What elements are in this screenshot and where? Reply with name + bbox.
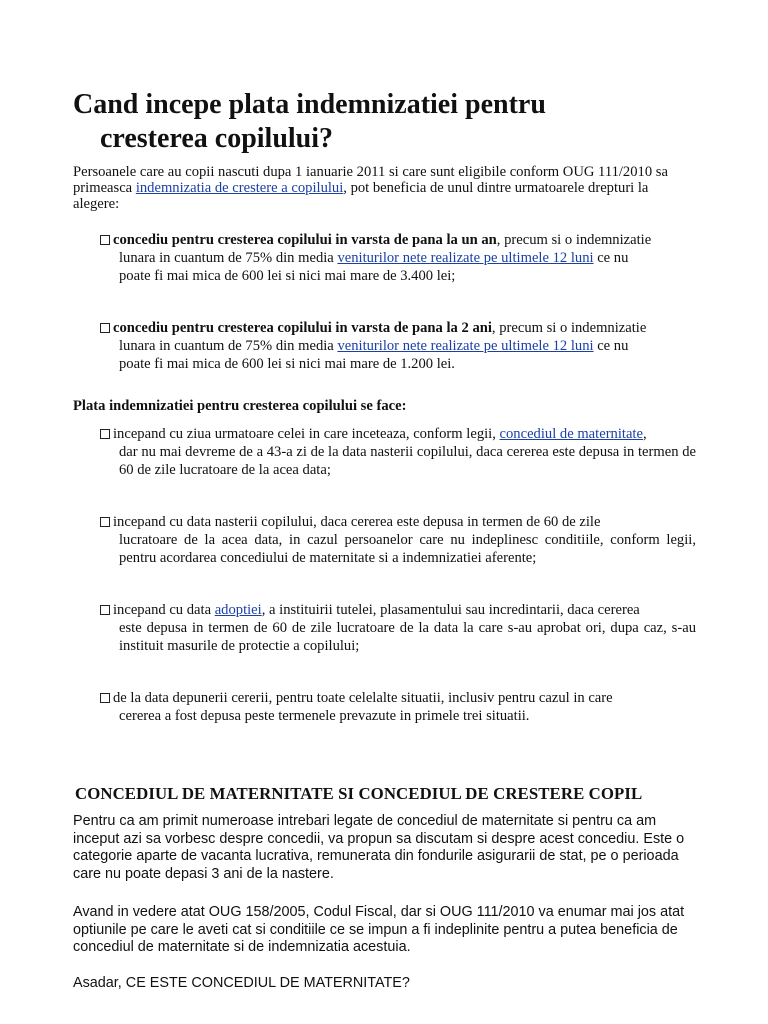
checkbox-bullet-icon (100, 429, 110, 439)
payment-text: , (642, 426, 647, 442)
payment-text: de la data depunerii cererii, pentru toate celelalte situatii, inclusiv pentru cazul in care (113, 690, 613, 706)
checkbox-bullet-icon (100, 517, 110, 527)
payment-text: dar nu mai devreme de a 43-a zi de la data nasterii copilului, daca cererea este depusa in termen de 60 de zile lucratoare de la acea data; (119, 444, 696, 478)
title-line-1: Cand incepe plata indemnizatiei pentru (73, 89, 546, 120)
option-text: lunara in cuantum de 75% din media (119, 250, 338, 266)
link-concediul-de-maternitate[interactable]: concediul de maternitate (499, 426, 643, 442)
payment-text: incepand cu ziua urmatoare celei in care inceteaza, conform legii, (113, 426, 500, 442)
option-text: poate fi mai mica de 600 lei si nici mai mare de 1.200 lei. (119, 356, 455, 372)
option-text: poate fi mai mica de 600 lei si nici mai mare de 3.400 lei; (119, 268, 456, 284)
intro-text-end: , pot beneficia de unul dintre urmatoarele drepturi la alegere: (73, 180, 649, 212)
intro-text: Persoanele care au copii nascuti dupa 1 ianuarie 2011 si care sunt eligibile conform OUG 111/2010 sa primeasca (73, 164, 668, 196)
payment-text: , a instituirii tutelei, plasamentului sau incredintarii, daca cererea (261, 602, 640, 618)
option-text: lunara in cuantum de 75% din media (119, 338, 338, 354)
payment-item (100, 601, 696, 655)
link-venituri-nete[interactable]: veniturilor nete realizate pe ultimele 12 luni (337, 250, 594, 266)
checkbox-bullet-icon (100, 605, 110, 615)
option-text: , precum si o indemnizatie (496, 232, 652, 248)
title-line-2: cresterea copilului? (100, 123, 334, 154)
payment-item (100, 425, 696, 479)
option-item (100, 231, 696, 285)
checkbox-bullet-icon (100, 693, 110, 703)
payment-item (100, 689, 696, 725)
option-bold-text: concediu pentru cresterea copilului in varsta de pana la 2 ani (113, 320, 492, 336)
link-indemnizatia[interactable]: indemnizatia de crestere a copilului (135, 180, 344, 196)
payment-heading: Plata indemnizatiei pentru cresterea copilului se face: (73, 398, 407, 414)
checkbox-bullet-icon (100, 235, 110, 245)
payment-text: incepand cu data nasterii copilului, daca cererea este depusa in termen de 60 de zile (113, 514, 601, 530)
body-paragraph: Avand in vedere atat OUG 158/2005, Codul Fiscal, dar si OUG 111/2010 va enumar mai jos atat optiunile pe care le aveti cat si conditiile ce se impun a fi indeplinite pentru a putea beneficia de concediul de maternitate si de indemnizatia acestuia. (73, 904, 685, 955)
body-paragraph: Pentru ca am primit numeroase intrebari legate de concediul de maternitate si pentru ca am inceput azi sa vorbesc despre concedii, va propun sa discutam si despre acest concediu. Este o categorie aparte de vacanta lucrativa, remunerata din fondurile asigurarii de stat, pe o perioada care nu poate depasi 3 ani de la nastere. (73, 813, 685, 882)
option-text: ce nu (593, 250, 629, 266)
payment-text: lucratoare de la acea data, in cazul persoanelor care nu indeplinesc conditiile, conform legii, pentru acordarea concediului de maternitate si a indemnizatiei aferente; (119, 532, 696, 566)
option-item (100, 319, 696, 373)
section-heading: CONCEDIUL DE MATERNITATE SI CONCEDIUL DE CRESTERE COPIL (75, 784, 643, 803)
payment-text: cererea a fost depusa peste termenele prevazute in primele trei situatii. (119, 708, 530, 724)
payment-text: este depusa in termen de 60 de zile lucratoare de la data la care s-au aprobat ori, dupa caz, s-au instituit masurile de protectie a copilului; (119, 620, 696, 654)
link-venituri-nete[interactable]: veniturilor nete realizate pe ultimele 12 luni (337, 338, 594, 354)
option-text: , precum si o indemnizatie (491, 320, 647, 336)
option-bold-text: concediu pentru cresterea copilului in varsta de pana la un an (113, 232, 497, 248)
payment-text: incepand cu data (113, 602, 215, 618)
intro-paragraph (73, 164, 695, 212)
body-paragraph: Asadar, CE ESTE CONCEDIUL DE MATERNITATE? (73, 975, 410, 991)
payment-item (100, 513, 696, 567)
checkbox-bullet-icon (100, 323, 110, 333)
link-adoptiei[interactable]: adoptiei (214, 602, 262, 618)
page-title (73, 88, 673, 156)
option-text: ce nu (593, 338, 629, 354)
